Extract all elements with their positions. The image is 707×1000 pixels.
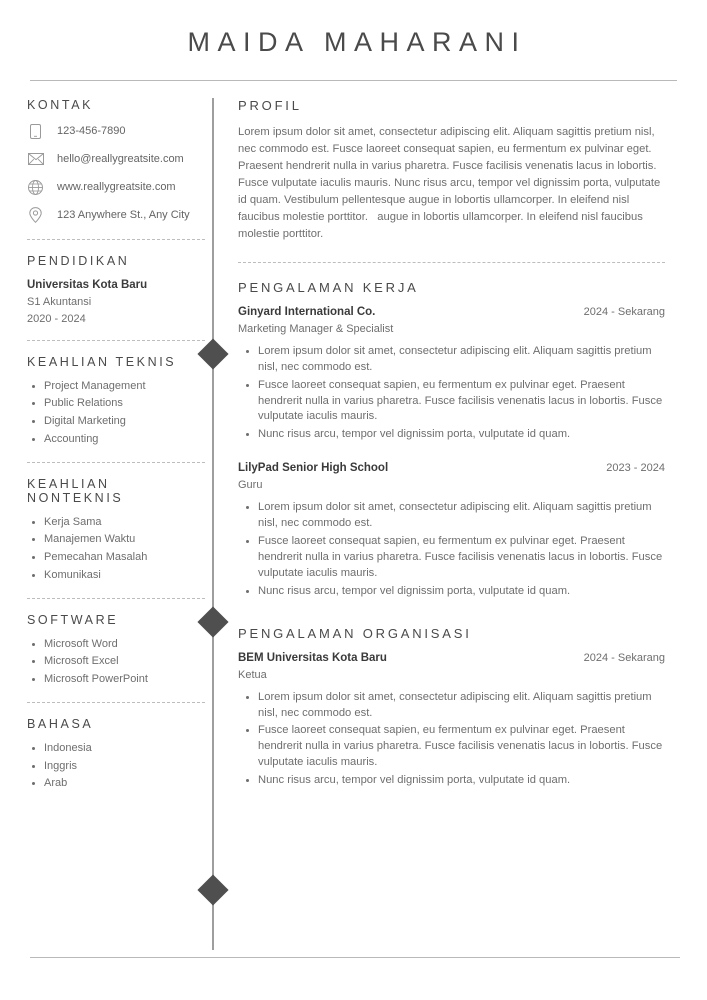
contact-list [27, 123, 196, 224]
list-item: • Nunc risus arcu, tempor vel dignissim porta, vulputate id quam. [258, 584, 665, 600]
soft-skills-list [27, 516, 196, 583]
experience-role: Ketua [238, 668, 267, 681]
languages-list [27, 742, 196, 791]
list-item: • Accounting [44, 433, 196, 447]
sidebar-separator-4 [27, 598, 205, 599]
list-item: • Arab [44, 777, 196, 791]
experience-date: 2024 - Sekarang [583, 651, 665, 664]
column-divider [196, 98, 230, 796]
phone-icon [27, 123, 44, 140]
experience-organization: BEM Universitas Kota Baru [238, 651, 387, 664]
software-heading: SOFTWARE [27, 612, 119, 627]
list-item: • Fusce laoreet consequat sapien, eu fermentum ex pulvinar eget. Praesent hendrerit nulla in varius pharetra. Fusce facilisis venenatis lacus in lobortis. Fusce vulputate iaculis mauris. [258, 378, 665, 426]
experience-role: Guru [238, 479, 263, 492]
education-section [27, 254, 196, 325]
experience-entry-header [238, 652, 665, 664]
contact-item-address[interactable] [27, 207, 196, 224]
contact-item-phone[interactable] [27, 123, 196, 140]
list-item: • Microsoft Excel [44, 655, 196, 669]
header-divider [30, 80, 677, 81]
experience-date: 2023 - 2024 [606, 462, 665, 475]
contact-website-text: www.reallygreatsite.com [57, 180, 176, 193]
profile-section [238, 98, 665, 243]
main-column [230, 98, 707, 795]
experience-entry-header [238, 462, 665, 474]
list-item: • Lorem ipsum dolor sit amet, consectetur adipiscing elit. Aliquam sagittis pretium nisl, nec commodo est. [258, 690, 665, 722]
vertical-divider-line [212, 98, 214, 950]
sidebar-separator-5 [27, 702, 205, 703]
technical-skills-list [27, 380, 196, 447]
spacer [238, 606, 665, 626]
contact-email-text: hello@reallygreatsite.com [57, 152, 184, 165]
profile-heading: PROFIL [238, 97, 302, 113]
software-section [27, 613, 196, 687]
envelope-icon [27, 151, 44, 168]
resume-body [0, 98, 707, 796]
list-item: • Microsoft Word [44, 638, 196, 652]
experience-entry-header [238, 306, 665, 318]
diamond-ornament-3 [197, 874, 228, 905]
experience-organization: LilyPad Senior High School [238, 462, 389, 475]
contact-heading: KONTAK [27, 97, 94, 112]
technical-skills-heading: KEAHLIAN TEKNIS [27, 354, 177, 369]
contact-section [27, 98, 196, 224]
contact-address-text: 123 Anywhere St., Any City [57, 208, 190, 221]
languages-section [27, 717, 196, 791]
sidebar-separator-2 [27, 340, 205, 341]
experience-entry [238, 306, 665, 443]
technical-skills-section [27, 355, 196, 447]
list-item: • Inggris [44, 760, 196, 774]
software-list [27, 638, 196, 687]
diamond-ornament-2 [197, 606, 228, 637]
list-item: • Lorem ipsum dolor sit amet, consectetur adipiscing elit. Aliquam sagittis pretium nisl, nec commodo est. [258, 500, 665, 532]
list-item: • Komunikasi [44, 569, 196, 583]
organization-experience-heading: PENGALAMAN ORGANISASI [238, 625, 472, 641]
experience-bullets [238, 344, 665, 443]
sidebar-separator-1 [27, 239, 205, 240]
list-item: • Pemecahan Masalah [44, 551, 196, 565]
diamond-ornament-1 [197, 338, 228, 369]
list-item: • Fusce laoreet consequat sapien, eu fermentum ex pulvinar eget. Praesent hendrerit nulla in varius pharetra. Fusce facilisis venenatis lacus in lobortis. Fusce vulputate iaculis mauris. [258, 534, 665, 582]
list-item: • Public Relations [44, 397, 196, 411]
list-item: • Manajemen Waktu [44, 533, 196, 547]
contact-phone-text: 123-456-7890 [57, 124, 126, 137]
list-item: • Microsoft PowerPoint [44, 673, 196, 687]
experience-role: Marketing Manager & Specialist [238, 322, 394, 335]
list-item: • Digital Marketing [44, 415, 196, 429]
work-experience-section [238, 280, 665, 600]
experience-date: 2024 - Sekarang [583, 305, 665, 318]
education-heading: PENDIDIKAN [27, 253, 130, 268]
contact-item-email[interactable] [27, 151, 196, 168]
experience-entry [238, 652, 665, 789]
experience-organization: Ginyard International Co. [238, 305, 376, 318]
profile-text: Lorem ipsum dolor sit amet, consectetur adipiscing elit. Aliquam sagittis pretium nisl, nec commodo est. Fusce laoreet consequat sapien, eu fermentum ex pulvinar eget. Praesent hendrerit nulla in varius pharetra. Fusce facilisis venenatis lacus in lobortis. Fusce vulputate iaculis mauris. Nunc risus arcu, tempor vel dignissim porta, vulputate id quam. Vestibulum pellentesque augue in lobortis ullamcorper. In eleifend nisl faucibus molestie porttitor. augue in lobortis ullamcorper. In eleifend nisl faucibus molestie porttitor. [238, 125, 664, 240]
education-years: 2020 - 2024 [27, 312, 86, 325]
experience-bullets [238, 500, 665, 599]
list-item: • Kerja Sama [44, 516, 196, 530]
education-degree: S1 Akuntansi [27, 295, 92, 308]
list-item: • Fusce laoreet consequat sapien, eu fermentum ex pulvinar eget. Praesent hendrerit nulla in varius pharetra. Fusce facilisis venenatis lacus in lobortis. Fusce vulputate iaculis mauris. [258, 723, 665, 771]
sidebar [0, 98, 196, 796]
main-separator-1 [238, 262, 665, 263]
footer-divider [30, 957, 680, 958]
spacer [238, 449, 665, 462]
list-item: • Project Management [44, 380, 196, 394]
soft-skills-heading: KEAHLIAN NONTEKNIS [27, 476, 124, 505]
work-experience-heading: PENGALAMAN KERJA [238, 279, 419, 295]
list-item: • Lorem ipsum dolor sit amet, consectetur adipiscing elit. Aliquam sagittis pretium nisl, nec commodo est. [258, 344, 665, 376]
education-school: Universitas Kota Baru [27, 278, 148, 291]
globe-icon [27, 179, 44, 196]
soft-skills-section [27, 477, 196, 583]
location-pin-icon [27, 207, 44, 224]
sidebar-separator-3 [27, 462, 205, 463]
list-item: • Indonesia [44, 742, 196, 756]
list-item: • Nunc risus arcu, tempor vel dignissim porta, vulputate id quam. [258, 773, 665, 789]
experience-bullets [238, 690, 665, 789]
list-item: • Nunc risus arcu, tempor vel dignissim porta, vulputate id quam. [258, 427, 665, 443]
languages-heading: BAHASA [27, 716, 94, 731]
organization-experience-section [238, 626, 665, 789]
resume-header [0, 0, 707, 81]
page-title: MAIDA MAHARANI [187, 27, 527, 57]
experience-entry [238, 462, 665, 599]
contact-item-website[interactable] [27, 179, 196, 196]
